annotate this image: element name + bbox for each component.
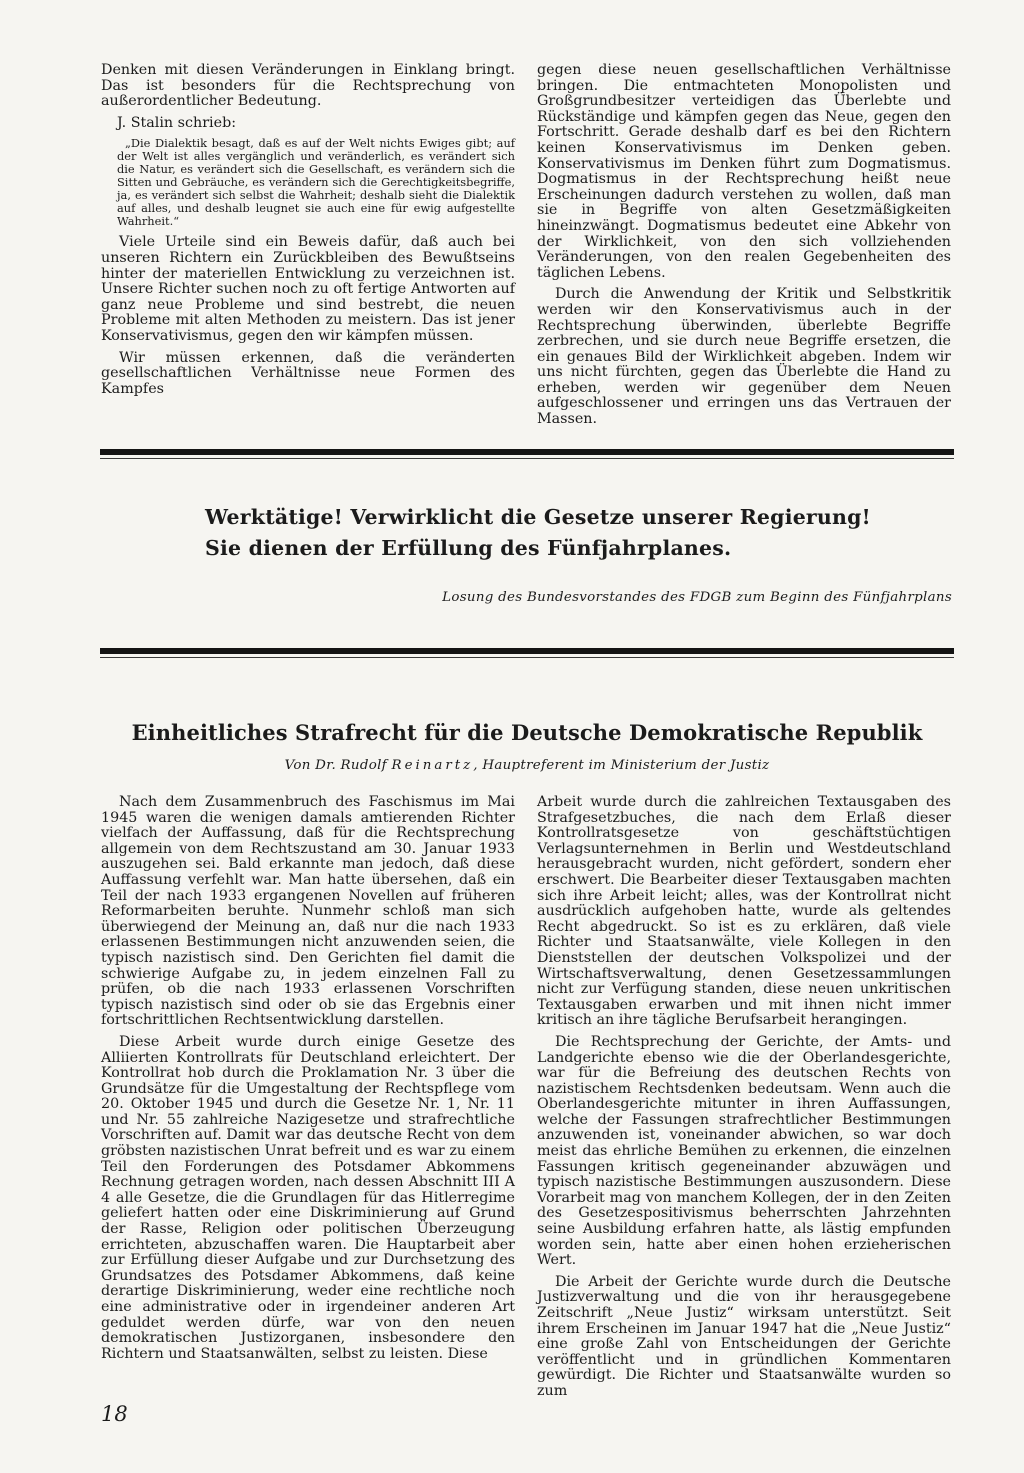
article-title: Einheitliches Strafrecht für die Deutsche Demokratische Republik [131,720,923,745]
slogan-source: Losung des Bundesvorstandes des FDGB zum Beginn des Fünfjahrplans [442,590,952,605]
paragraph: gegen diese neuen gesellschaftlichen Verhältnisse bringen. Die entmachteten Monopolisten und Großgrundbesitzer verteidigen das Überlebte und Rückständige und kämpfen gegen das Neue, gegen den Fortschritt. Gerade deshalb darf es bei den Richtern keinen Konservativismus im Denken geben. Konservativismus im Denken führt zum Dogmatismus. Dogmatismus in der Rechtsprechung heißt neue Erscheinungen dadurch verstehen zu wollen, daß man sie in Begriffe von alten Gesetzmäßigkeiten hineinzwängt. Dogmatismus bedeutet eine Abkehr von der Wirklichkeit, von den sich vollziehenden Veränderungen, von den realen Gegebenheiten des täglichen Lebens. [537,62,951,281]
top-divider-rule [100,449,954,455]
paragraph: Nach dem Zusammenbruch des Faschismus im Mai 1945 waren die wenigen damals amtierenden Richter vielfach der Auffassung, daß für die Rechtsprechung allgemein von dem Rechtszustand am 30. Januar 1933 auszugehen sei. Bald erkannte man jedoch, daß diese Auffassung verfehlt war. Man hatte übersehen, daß ein Teil der nach 1933 ergangenen Novellen auf früheren Reformarbeiten beruhte. Nunmehr schloß man sich überwiegend der Meinung an, daß nur die nach 1933 erlassenen Bestimmungen nicht anzuwenden seien, die typisch nazistisch sind. Den Gerichten fiel damit die schwierige Aufgabe zu, in jedem einzelnen Fall zu prüfen, ob die nach 1933 erlassenen Vorschriften typisch nazistisch sind oder ob sie das Ergebnis einer fortschrittlichen Rechtsentwicklung darstellen. [101,794,515,1029]
article-right-column [537,795,951,1406]
paragraph: Arbeit wurde durch die zahlreichen Textausgaben des Strafgesetzbuches, die nach dem Erlaß dieser Kontrollratsgesetze von geschäftstüchtigen Verlagsunternehmen in Berlin und Westdeutschland herausgebracht wurden, nicht gefördert, sondern eher erschwert. Die Bearbeiter dieser Textausgaben machten sich ihre Arbeit leicht; alles, was der Kontrollrat nicht ausdrücklich aufgehoben hatte, wurde als geltendes Recht abgedruckt. So ist es zu erklären, daß viele Richter und Staatsanwälte, viele Kollegen in den Dienststellen der deutschen Volkspolizei und der Wirtschaftsverwaltung, denen Gesetzessammlungen nicht zur Verfügung standen, diese neuen unkritischen Textausgaben erwarben und mit ihnen nicht immer kritisch an ihre tägliche Berufsarbeit herangingen. [537,794,951,1029]
paragraph: Diese Arbeit wurde durch einige Gesetze des Alliierten Kontrollrats für Deutschland erleichtert. Der Kontrollrat hob durch die Proklamation Nr. 3 über die Grundsätze für die Umgestaltung der Rechtspflege vom 20. Oktober 1945 und durch die Gesetze Nr. 1, Nr. 11 und Nr. 55 zahlreiche Nazigesetze und strafrechtliche Vorschriften auf. Damit war das deutsche Recht von dem gröbsten nazistischen Unrat befreit und es war zu einem Teil den Forderungen des Potsdamer Abkommens Rechnung getragen worden, nach dessen Abschnitt III A 4 alle Gesetze, die die Grundlagen für das Hitlerregime geliefert hatten oder eine Diskriminierung auf Grund der Rasse, Religion oder politischen Überzeugung errichteten, abzuschaffen waren. Die Hauptarbeit aber zur Erfüllung dieser Aufgabe und zur Durchsetzung des Grundsatzes des Potsdamer Abkommens, daß keine derartige Diskriminierung, weder eine rechtliche noch eine administrative oder in irgendeiner anderen Art geduldet werden dürfe, war von den neuen demokratischen Justizorganen, insbesondere den Richtern und Staatsanwälten, selbst zu leisten. Diese [101,1033,515,1362]
paragraph: Durch die Anwendung der Kritik und Selbstkritik werden wir den Konservativismus auch in der Rechtsprechung überwinden, überlebte Begriffe zerbrechen, und sie durch neue Begriffe ersetzen, die ein genaues Bild der Wirklichkeit abgeben. Indem wir uns nicht fürchten, gegen das Überlebte die Hand zu erheben, werden wir gegenüber dem Neuen aufgeschlossener und erringen uns das Vertrauen der Massen. [537,286,951,428]
paragraph: Viele Urteile sind ein Beweis dafür, daß auch bei unseren Richtern ein Zurückbleiben des Bewußtseins hinter der materiellen Entwicklung zu verzeichnen ist. Unsere Richter suchen noch zu oft fertige Antworten auf ganz neue Probleme und sind bestrebt, die neuen Probleme mit alten Methoden zu meistern. Das ist jener Konservativismus, gegen den wir kämpfen müssen. [101,234,515,344]
article-byline [100,758,954,773]
paragraph: Wir müssen erkennen, daß die veränderten gesellschaftlichen Verhältnisse neue Formen des Kampfes [101,349,515,397]
byline-suffix: , Hauptreferent im Ministerium der Justiz [473,758,770,773]
page-number: 18 [101,1402,128,1426]
slogan-text: Werktätige! Verwirklicht die Gesetze unserer Regierung! Sie dienen der Erfüllung des Fünfjahrplanes. [205,505,871,560]
byline-prefix: Von Dr. Rudolf [284,758,387,773]
continuation-paragraph: Denken mit diesen Veränderungen in Einklang bringt. Das ist besonders für die Rechtsprechung von außerordentlicher Bedeutung. [101,62,515,110]
article-left-column [101,795,515,1368]
paragraph: Die Arbeit der Gerichte wurde durch die Deutsche Justizverwaltung und die von ihr herausgegebene Zeitschrift „Neue Justiz“ wirksam unterstützt. Seit ihrem Erscheinen im Januar 1947 hat die „Neue Justiz“ eine große Zahl von Entscheidungen der Gerichte veröffentlicht und in gründlichen Kommentaren gewürdigt. Die Richter und Staatsanwälte wurden so zum [537,1273,951,1399]
stalin-quote: „Die Dialektik besagt, daß es auf der Welt nichts Ewiges gibt; auf der Welt ist alles vergänglich und veränderlich, es verändert sich die Natur, es verändert sich die Gesellschaft, es verändern sich die Sitten und Gebräuche, es verändern sich die Gerechtigkeitsbegriffe, ja, es verändert sich selbst die Wahrheit; deshalb sieht die Dialektik auf alles, und deshalb leugnet sie auch eine für ewig aufgestellte Wahrheit.“ [117,136,515,229]
top-left-column [101,63,515,403]
byline-author-name: Reinartz [391,758,474,773]
top-right-column [537,63,951,434]
stalin-intro: J. Stalin schrieb: [117,114,237,131]
bottom-divider-rule [100,648,954,654]
paragraph: Die Rechtsprechung der Gerichte, der Amts- und Landgerichte ebenso wie die der Oberlandesgerichte, war für die Befreiung des deutschen Rechts von nazistischem Rechtsdenken bedeutsam. Wenn auch die Oberlandesgerichte mitunter in ihren Auffassungen, welche der Fassungen strafrechtlicher Bestimmungen anzuwenden ist, voneinander abwichen, so war doch meist das ehrliche Bemühen zu erkennen, die einzelnen Fassungen kritisch gegeneinander abzuwägen und typisch nazistische Bestimmungen auszusondern. Diese Vorarbeit mag von manchem Kollegen, der in den Zeiten des Gesetzespositivismus beherrschten Jahrzehnten seine Ausbildung erfahren hatte, als lästig empfunden worden sein, hatte aber einen hohen erzieherischen Wert. [537,1033,951,1269]
